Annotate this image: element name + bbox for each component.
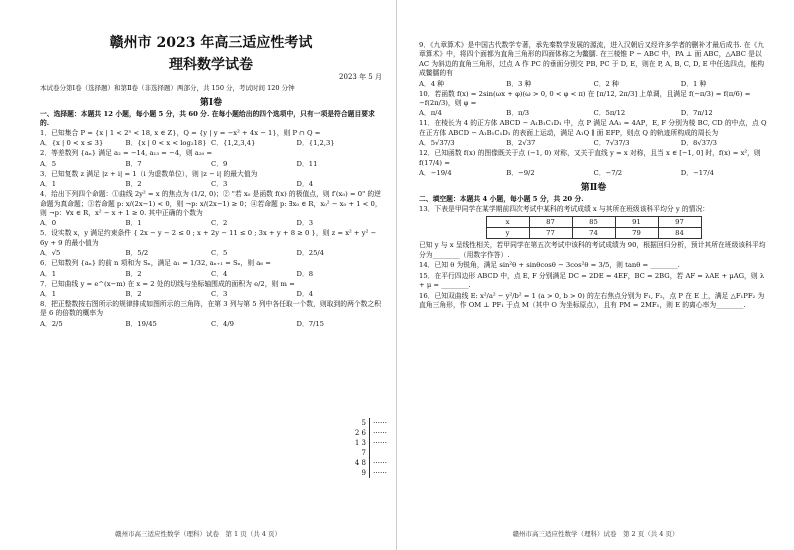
triangle-number: 9 — [361, 469, 366, 477]
triangle-number: 2 6 — [354, 429, 366, 437]
triangle-dots: ⋯⋯ — [369, 418, 387, 428]
option-item: B．5/2 — [125, 249, 149, 258]
option-item: C．5π/12 — [593, 109, 626, 118]
question-options — [40, 248, 382, 258]
option-item: D．{1,2,3} — [296, 139, 335, 148]
question-options — [40, 269, 382, 279]
option-item: C．3 — [211, 290, 228, 299]
option-item: C．4/9 — [211, 319, 234, 328]
question-options — [419, 108, 768, 118]
option-item: A．−19/4 — [419, 169, 452, 178]
question-text: 1．已知集合 P = {x | 1 < 2ˣ < 18, x ∈ Z}，Q = {y | y = −x² + 4x − 1}，则 P ∩ Q = — [40, 129, 321, 137]
question-text: 8．把正整数按右图所示的规律排成如图所示的三角阵，在第 3 列与第 5 列中各任取一个数，则取到的两个数之积是 6 的倍数的概率为 — [40, 300, 382, 318]
table-cell: 91 — [615, 217, 658, 228]
triangle-number: 1 3 7 — [354, 439, 366, 457]
option-item: A．1 — [40, 180, 57, 189]
option-item: B．7 — [125, 159, 142, 168]
table-cell: 85 — [572, 217, 615, 228]
table-cell: x — [486, 217, 529, 228]
option-item: A．2/5 — [40, 319, 63, 328]
option-item: D．3 — [296, 219, 314, 228]
fill-in-question: 16．已知双曲线 E: x²/a² − y²/b² = 1 (a > 0, b > 0) 的左右焦点分别为 F₁, F₂，点 P 在 E 上，满足 △F₁PF₂ 为直角三角形，作 OM ⊥ PF₁ 于点 M（其中 O 为坐标原点），且有 PM = 2MF₁，则 E 的离心率为________. — [419, 291, 765, 309]
option-item: B．π/3 — [506, 109, 530, 118]
number-triangle-figure — [352, 418, 394, 478]
question-text: 5．设实数 x，y 满足约束条件 { 2x − y − 2 ≤ 0 ; x + 2y − 11 ≤ 0 ; 3x + y + 8 ≥ 0 }，则 z = x² + y² − 6y + 9 的最小值为 — [40, 229, 377, 247]
option-item: B．3 种 — [506, 79, 532, 88]
left-question-list — [40, 129, 382, 329]
exam-intro: 本试卷分第Ⅰ卷（选择题）和第Ⅱ卷（非选择题）两部分，共 150 分，考试时间 120 分钟 — [40, 84, 295, 92]
question-13-tail: 已知 y 与 x 呈线性相关，若甲同学在第五次考试中该科的考试成绩为 90，根据回归分析，预计其所在班级该科平均分为________（用数字作答）. — [419, 241, 766, 259]
part-2-heading: 二、填空题：本题共 4 小题，每小题 5 分，共 20 分. — [419, 195, 584, 204]
triangle-number: 4 8 — [354, 459, 366, 467]
option-item: B．19/45 — [125, 319, 157, 328]
question-text: 4．给出下列四个命题：①曲线 2y² = x 的焦点为 (1/2, 0)；② "若 x₀ 是函数 f(x) 的极值点，则 f′(x₀) = 0" 的逆命题为真命题；③若命题 p: x/(2x−1) < 0，则 ¬p: x/(2x−1) ≥ 0；④若命题 p: ∃x₀ ∈ R，x₀² − x₀ + 1 < 0，则 ¬p：∀x ∈ R，x² − x + 1 ≥ 0. 其中正确的个数为 — [40, 190, 382, 218]
triangle-number: 5 — [361, 419, 366, 427]
fill-in-question-list — [419, 261, 768, 310]
part-1-heading: 一、选择题：本题共 12 小题，每小题 5 分，共 60 分. 在每小题给出的四个选项中，只有一项是符合题目要求的. — [40, 110, 375, 127]
fill-in-question: 15．在平行四边形 ABCD 中，点 E, F 分别满足 DC = 2DE = 4EF，BC = 2BG，若 AF = λAE + μAG，则 λ + μ = ________. — [419, 271, 765, 290]
section-1-heading: 第Ⅰ卷 — [199, 98, 223, 108]
exam-subtitle: 理科数学试卷 — [169, 57, 253, 73]
option-item: B．−9/2 — [506, 169, 535, 178]
question-options — [40, 159, 382, 169]
option-item: D．−17/4 — [680, 169, 714, 178]
question-13-text: 13．下表是甲同学在某学期前四次考试中某科的考试成绩 x 与其所在班级该科平均分 y 的情况： — [419, 205, 710, 214]
option-item: D．4 — [296, 180, 314, 189]
question-options — [40, 179, 382, 189]
triangle-row — [352, 418, 394, 428]
question-options — [40, 218, 382, 228]
option-item: A．π/4 — [419, 109, 442, 118]
option-item: A．{x | 0 < x ≤ 3} — [40, 139, 104, 148]
question-options — [419, 138, 768, 148]
triangle-dots: ⋯⋯ — [369, 438, 387, 458]
question-text: 9．《九章算术》是中国古代数学专著，承先秦数学发展的源流，进入汉朝后又经许多学者的删补才最后成书. 在《九章算术》中，将四个面都为直角三角形的四面体称之为鳖臑. 在三棱锥 P − ABC 中，PA ⊥ 面 ABC，△ABC 是以 AC 为斜边的直角三角形，过点 A 作 PC 的垂面分别交 PB, PC 于 D, E，则在 P, A, B, C, D, E 中任选四点，能构成鳖臑的有 — [419, 41, 765, 78]
table-cell: 97 — [658, 217, 701, 228]
table-cell: 79 — [615, 228, 658, 239]
option-item: A．5√37/3 — [419, 139, 455, 148]
option-item: C．2 — [211, 219, 228, 228]
option-item: C．3 — [211, 180, 228, 189]
triangle-row — [352, 468, 394, 478]
page-right — [397, 0, 794, 550]
question-options — [40, 289, 382, 299]
question-options — [40, 319, 382, 329]
left-footer: 赣州市高三适应性数学（理科）试卷 第 1 页（共 4 页） — [114, 530, 282, 538]
table-cell: 77 — [529, 228, 572, 239]
option-item: C．{1,2,3,4} — [211, 139, 256, 148]
option-item: A．0 — [40, 219, 57, 228]
option-item: C．−7/2 — [593, 169, 623, 178]
question-options — [40, 138, 382, 148]
triangle-row — [352, 458, 394, 468]
option-item: C．7√37/3 — [593, 139, 630, 148]
question-text: 11．在棱长为 4 的正方体 ABCD − A₁B₁C₁D₁ 中，点 P 满足 AA₁ = 4AP，E, F 分别为棱 BC, CD 的中点，点 Q 在正方体 ABCD − A₁B₁C₁D₁ 的表面上运动，满足 A₁Q ∥ 面 EFP，则点 Q 的轨迹所构成的周长为 — [419, 119, 767, 137]
triangle-row — [352, 438, 394, 458]
question-text: 2．等差数列 {aₙ} 满足 a₂ = −14, a₁₃ = −4，则 a₂₀ = — [40, 149, 213, 158]
option-item: A．√5 — [40, 249, 61, 258]
question-options — [419, 168, 768, 178]
fill-in-question: 14．已知 θ 为锐角，满足 sin²θ + sinθcosθ − 3cos²θ = 3/5，则 tanθ = ________. — [419, 261, 680, 270]
triangle-dots: ⋯⋯ — [369, 458, 387, 468]
option-item: B．2√37 — [506, 139, 536, 148]
section-2-heading: 第Ⅱ卷 — [580, 183, 607, 194]
table-row — [486, 228, 701, 239]
exam-title: 赣州市 2023 年高三适应性考试 — [109, 35, 313, 51]
question-options — [419, 79, 768, 89]
question-text: 10．若函数 f(x) = 2sin(ωx + φ)(ω > 0, 0 < φ < π) 在 [π/12, 2π/3] 上单调，且满足 f(−π/3) = f(π/6) = −f(2π/3)，则 φ = — [419, 89, 751, 108]
option-item: C．2 种 — [593, 79, 619, 88]
score-table — [486, 216, 702, 239]
option-item: A．4 种 — [419, 79, 444, 88]
option-item: D．11 — [296, 159, 318, 168]
option-item: D．8√37/3 — [680, 139, 717, 148]
exam-date: 2023 年 5 月 — [339, 73, 382, 81]
option-item: C．9 — [211, 159, 228, 168]
option-item: A．5 — [40, 159, 57, 168]
option-item: B．2 — [125, 180, 142, 189]
option-item: B．{x | 0 < x < log₂18} — [125, 139, 207, 148]
question-text: 12．已知函数 f(x) 的图像既关于点 (−1, 0) 对称，又关于直线 y = x 对称，且当 x ∈ [−1, 0] 时，f(x) = x²，则 f(17/4) = — [419, 149, 761, 167]
right-footer: 赣州市高三适应性数学（理科）试卷 第 2 页（共 4 页） — [512, 530, 679, 538]
question-text: 6．已知数列 {aₙ} 的前 n 项和为 Sₙ，满足 a₁ = 1/32, aₙ₊₁ = Sₙ，则 a₆ = — [40, 259, 271, 268]
option-item: C．4 — [211, 269, 228, 278]
table-row — [486, 217, 701, 228]
option-item: D．7π/12 — [680, 109, 713, 118]
table-cell: 87 — [529, 217, 572, 228]
question-text: 7．已知曲线 y = e^(x−m) 在 x = 2 处的切线与坐标轴围成的面积为 e/2，则 m = — [40, 279, 295, 288]
option-item: B．2 — [125, 269, 142, 278]
right-question-list — [419, 41, 768, 178]
table-cell: y — [486, 228, 529, 239]
option-item: A．1 — [40, 269, 57, 278]
table-cell: 74 — [572, 228, 615, 239]
option-item: D．4 — [296, 290, 314, 299]
option-item: B．1 — [125, 219, 142, 228]
option-item: B．2 — [125, 290, 142, 299]
option-item: C．5 — [211, 249, 228, 258]
triangle-row — [352, 428, 394, 438]
table-cell: 84 — [658, 228, 701, 239]
triangle-dots: ⋯⋯ — [369, 468, 387, 478]
triangle-dots: ⋯⋯ — [369, 428, 387, 438]
option-item: D．8 — [296, 269, 314, 278]
option-item: D．7/15 — [296, 319, 325, 328]
option-item: D．1 种 — [680, 79, 707, 88]
option-item: A．1 — [40, 290, 57, 299]
option-item: D．25/4 — [296, 249, 325, 258]
question-text: 3．已知复数 z 满足 |z + i| = 1（i 为虚数单位），则 |z − i| 的最大值为 — [40, 169, 258, 178]
